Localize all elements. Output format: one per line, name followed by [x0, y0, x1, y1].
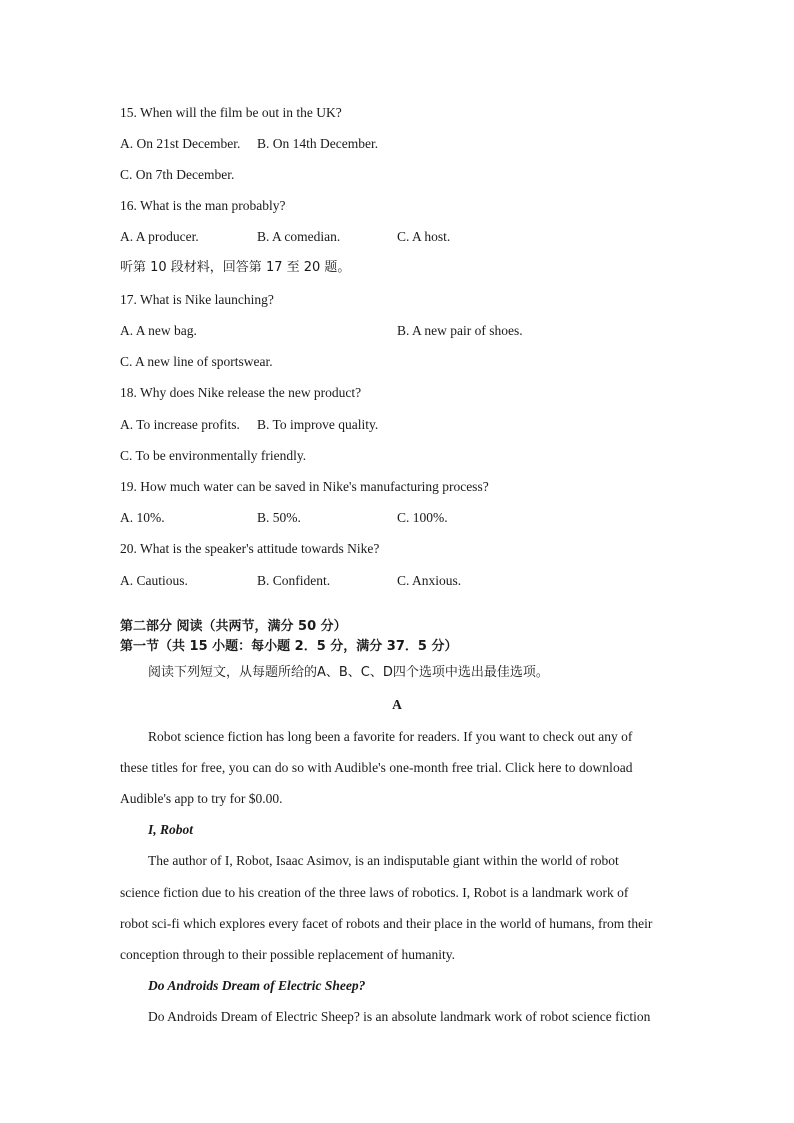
q19-option-c: C. 100%.: [397, 510, 448, 525]
reading-section-title: 第一节（共 15 小题：每小题 2．5 分，满分 37．5 分）: [120, 639, 458, 654]
intro-line-1-text: Robot science fiction has long been a favorite for readers. If you want to check out any of: [148, 729, 633, 744]
q18-option-c: C. To be environmentally friendly.: [120, 448, 307, 463]
reading-instruction: 阅读下列短文，从每题所给的A、B、C、D四个选项中选出最佳选项。: [148, 665, 549, 680]
q17-option-c: C. A new line of sportswear.: [120, 354, 273, 369]
question-20: 20. What is the speaker's attitude towards Nike?: [120, 541, 380, 556]
q16-option-a: A. A producer.: [120, 229, 199, 244]
q16-option-b: B. A comedian.: [257, 229, 341, 244]
book-1-line-4: conception through to their possible replacement of humanity.: [120, 947, 456, 962]
question-18: 18. Why does Nike release the new product?: [120, 385, 362, 400]
book-1-line-1: The author of I, Robot, Isaac Asimov, is an indisputable giant within the world of robot: [148, 853, 619, 868]
intro-line-3: Audible's app to try for $0.00.: [120, 791, 283, 806]
q18-option-a: A. To increase profits.: [120, 417, 240, 432]
question-16: 16. What is the man probably?: [120, 198, 286, 213]
question-15: 15. When will the film be out in the UK?: [120, 105, 342, 120]
question-17: 17. What is Nike launching?: [120, 292, 274, 307]
q19-option-a: A. 10%.: [120, 510, 165, 525]
question-19: 19. How much water can be saved in Nike's manufacturing process?: [120, 479, 489, 494]
intro-line-1: [148, 729, 674, 745]
book-2-title: Do Androids Dream of Electric Sheep?: [148, 978, 366, 993]
reading-part-title: 第二部分 阅读（共两节，满分 50 分）: [120, 619, 347, 634]
passage-label: A: [392, 697, 402, 712]
q19-option-b: B. 50%.: [257, 510, 301, 525]
book-1-line-3: robot sci-fi which explores every facet of robots and their place in the world of humans, from their: [120, 916, 653, 931]
q20-option-b: B. Confident.: [257, 573, 331, 588]
q20-option-c: C. Anxious.: [397, 573, 462, 588]
book-1-title: I, Robot: [148, 822, 194, 837]
q15-option-c: C. On 7th December.: [120, 167, 235, 182]
q17-option-a: A. A new bag.: [120, 323, 197, 338]
section-10-instruction: 听第 10 段材料，回答第 17 至 20 题。: [120, 260, 351, 275]
q15-option-b: B. On 14th December.: [257, 136, 379, 151]
q18-option-b: B. To improve quality.: [257, 417, 379, 432]
q17-option-b: B. A new pair of shoes.: [397, 323, 523, 338]
book-1-line-2: science fiction due to his creation of the three laws of robotics. I, Robot is a landmark work of: [120, 885, 629, 900]
q15-option-a: A. On 21st December.: [120, 136, 241, 151]
q20-option-a: A. Cautious.: [120, 573, 188, 588]
intro-line-2: these titles for free, you can do so with Audible's one-month free trial. Click here to download: [120, 760, 633, 775]
q16-option-c: C. A host.: [397, 229, 451, 244]
book-2-line-1: Do Androids Dream of Electric Sheep? is an absolute landmark work of robot science fiction: [148, 1009, 651, 1024]
